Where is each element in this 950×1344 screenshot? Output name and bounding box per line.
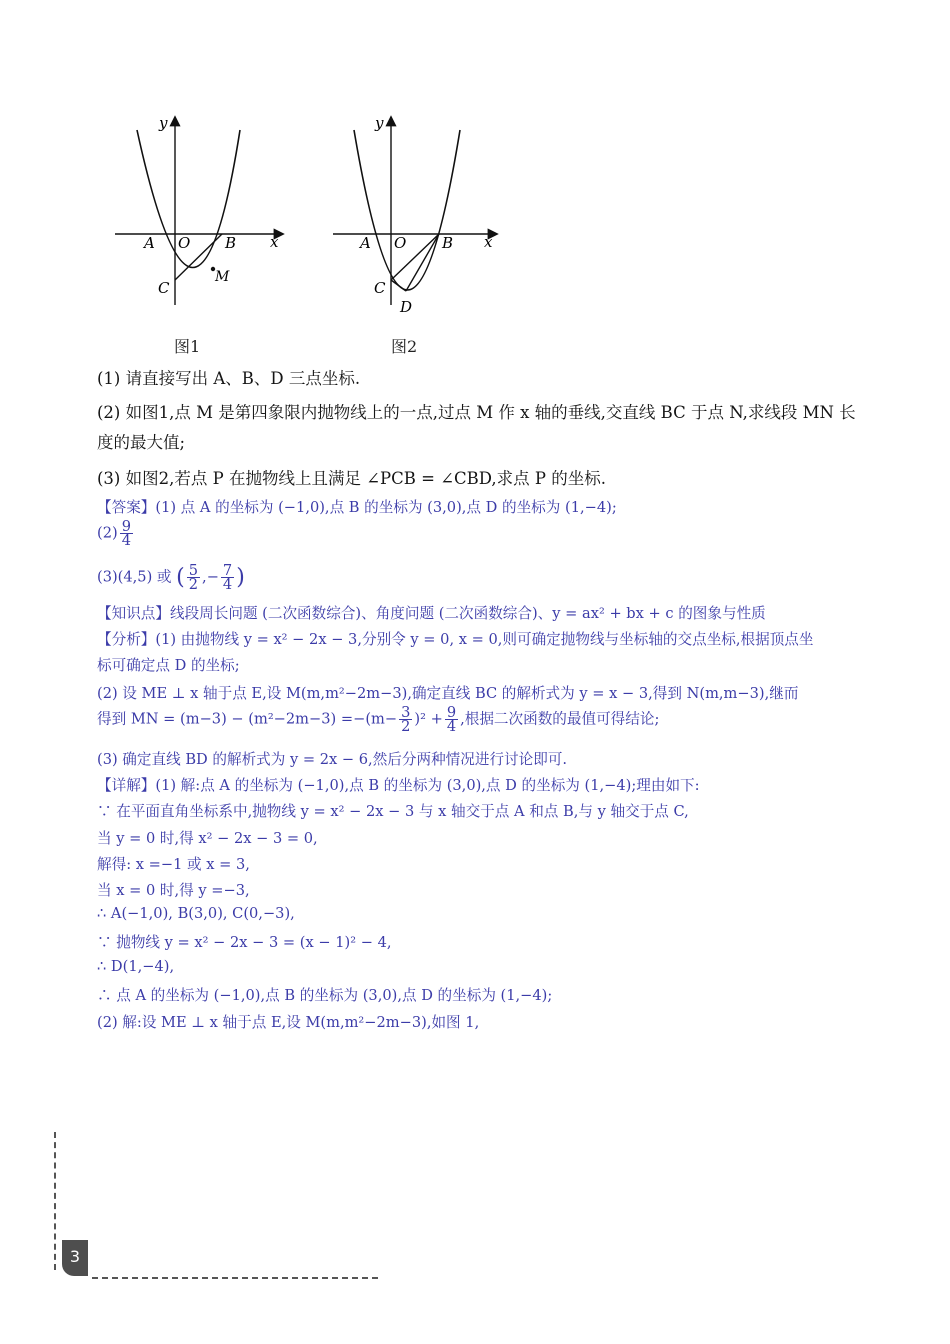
detail-line-2: ∵ 在平面直角坐标系中,抛物线 y = x² − 2x − 3 与 x 轴交于点 A 和点 B,与 y 轴交于点 C,: [97, 803, 689, 820]
detail-line-1: 【详解】(1) 解:点 A 的坐标为 (−1,0),点 B 的坐标为 (3,0),点 D 的坐标为 (1,−4);理由如下:: [97, 777, 700, 794]
figure-2-caption: 图2: [391, 337, 418, 356]
label-o: O: [178, 234, 191, 252]
knowledge-points: 【知识点】线段周长问题 (二次函数综合)、角度问题 (二次函数综合)、y = ax² + bx + c 的图象与性质: [97, 605, 766, 622]
label-b: B: [442, 234, 454, 252]
numerator: 9: [446, 704, 457, 721]
question-1: (1) 请直接写出 A、B、D 三点坐标.: [97, 369, 361, 388]
segment-bd: [406, 234, 439, 291]
label-o: O: [394, 234, 407, 252]
label-x: x: [270, 233, 279, 251]
fraction-7-4: [221, 564, 234, 591]
question-2-line-1: (2) 如图1,点 M 是第四象限内抛物线上的一点,过点 M 作 x 轴的垂线,交直线 BC 于点 N,求线段 MN 长: [97, 403, 856, 422]
label-y: y: [375, 114, 384, 132]
denominator: 4: [446, 718, 457, 735]
dashed-border-horizontal: [92, 1277, 378, 1279]
analysis-4-text-c: ,根据二次函数的最值可得结论;: [460, 710, 660, 728]
analysis-line-4: [97, 706, 897, 733]
fraction-9-4b: [445, 706, 458, 733]
denominator: 2: [188, 576, 199, 593]
analysis-4-text-b: )² +: [414, 710, 443, 728]
label-c: C: [374, 279, 386, 297]
answer-line-1: 【答案】(1) 点 A 的坐标为 (−1,0),点 B 的坐标为 (3,0),点 D 的坐标为 (1,−4);: [97, 499, 617, 516]
detail-line-4: 解得: x =−1 或 x = 3,: [97, 856, 250, 873]
answer-3-prefix: (3)(4,5) 或: [97, 568, 172, 586]
detail-line-6: ∴ A(−1,0), B(3,0), C(0,−3),: [97, 905, 295, 922]
numerator: 7: [222, 562, 233, 579]
segment-cd: [391, 280, 406, 291]
answer-2: [97, 520, 897, 547]
figure-1-caption: 图1: [174, 337, 201, 356]
denominator: 2: [401, 718, 411, 735]
label-a: A: [360, 234, 371, 252]
denominator: 4: [121, 532, 131, 549]
analysis-line-5: (3) 确定直线 BD 的解析式为 y = 2x − 6,然后分两种情况进行讨论即可.: [97, 751, 568, 768]
label-b: B: [225, 234, 237, 252]
label-c: C: [158, 279, 170, 297]
parabola-curve: [354, 130, 460, 290]
numerator: 9: [121, 518, 131, 535]
label-a: A: [144, 234, 155, 252]
detail-line-8: ∴ D(1,−4),: [97, 958, 175, 975]
dashed-border-vertical: [54, 1132, 56, 1270]
analysis-4-text-a: 得到 MN = (m−3) − (m²−2m−3) =−(m−: [97, 710, 398, 728]
answer-2-prefix: (2): [97, 524, 118, 542]
analysis-line-2: 标可确定点 D 的坐标;: [97, 657, 240, 674]
denominator: 4: [222, 576, 233, 593]
fraction-5-2: [187, 564, 200, 591]
label-d: D: [400, 298, 413, 316]
answer-3: (3)(4,5) 或 ( $\frac{5}{2}$ ,− $\frac{7}{4}$ ): [97, 562, 245, 593]
open-paren: (: [176, 565, 185, 590]
analysis-line-1: 【分析】(1) 由抛物线 y = x² − 2x − 3,分别令 y = 0, x = 0,则可确定抛物线与坐标轴的交点坐标,根据顶点坐: [97, 631, 814, 648]
question-2-line-2: 度的最大值;: [97, 433, 186, 452]
fraction-3-2: [399, 706, 412, 733]
analysis-line-3: (2) 设 ME ⊥ x 轴于点 E,设 M(m,m²−2m−3),确定直线 BC 的解析式为 y = x − 3,得到 N(m,m−3),继而: [97, 685, 799, 702]
detail-line-5: 当 x = 0 时,得 y =−3,: [97, 882, 250, 899]
label-x: x: [484, 233, 493, 251]
figure-2: [328, 110, 508, 320]
detail-line-3: 当 y = 0 时,得 x² − 2x − 3 = 0,: [97, 830, 318, 847]
label-m: M: [215, 269, 230, 285]
minus-sign: −: [206, 568, 219, 586]
numerator: 3: [401, 704, 411, 721]
figure-1: [110, 110, 290, 310]
label-y: y: [159, 114, 168, 132]
detail-line-7: ∵ 抛物线 y = x² − 2x − 3 = (x − 1)² − 4,: [97, 934, 392, 951]
numerator: 5: [188, 562, 199, 579]
parabola-graph-2: [328, 110, 508, 320]
detail-line-10: (2) 解:设 ME ⊥ x 轴于点 E,设 M(m,m²−2m−3),如图 1,: [97, 1014, 480, 1031]
fraction-9-4: [120, 520, 133, 547]
close-paren: ): [236, 565, 245, 590]
page-number: 3: [62, 1240, 88, 1276]
parabola-graph-1: [110, 110, 290, 310]
question-3: (3) 如图2,若点 P 在抛物线上且满足 ∠PCB = ∠CBD,求点 P 的坐标.: [97, 469, 606, 488]
detail-line-9: ∴ 点 A 的坐标为 (−1,0),点 B 的坐标为 (3,0),点 D 的坐标为 (1,−4);: [97, 987, 553, 1004]
